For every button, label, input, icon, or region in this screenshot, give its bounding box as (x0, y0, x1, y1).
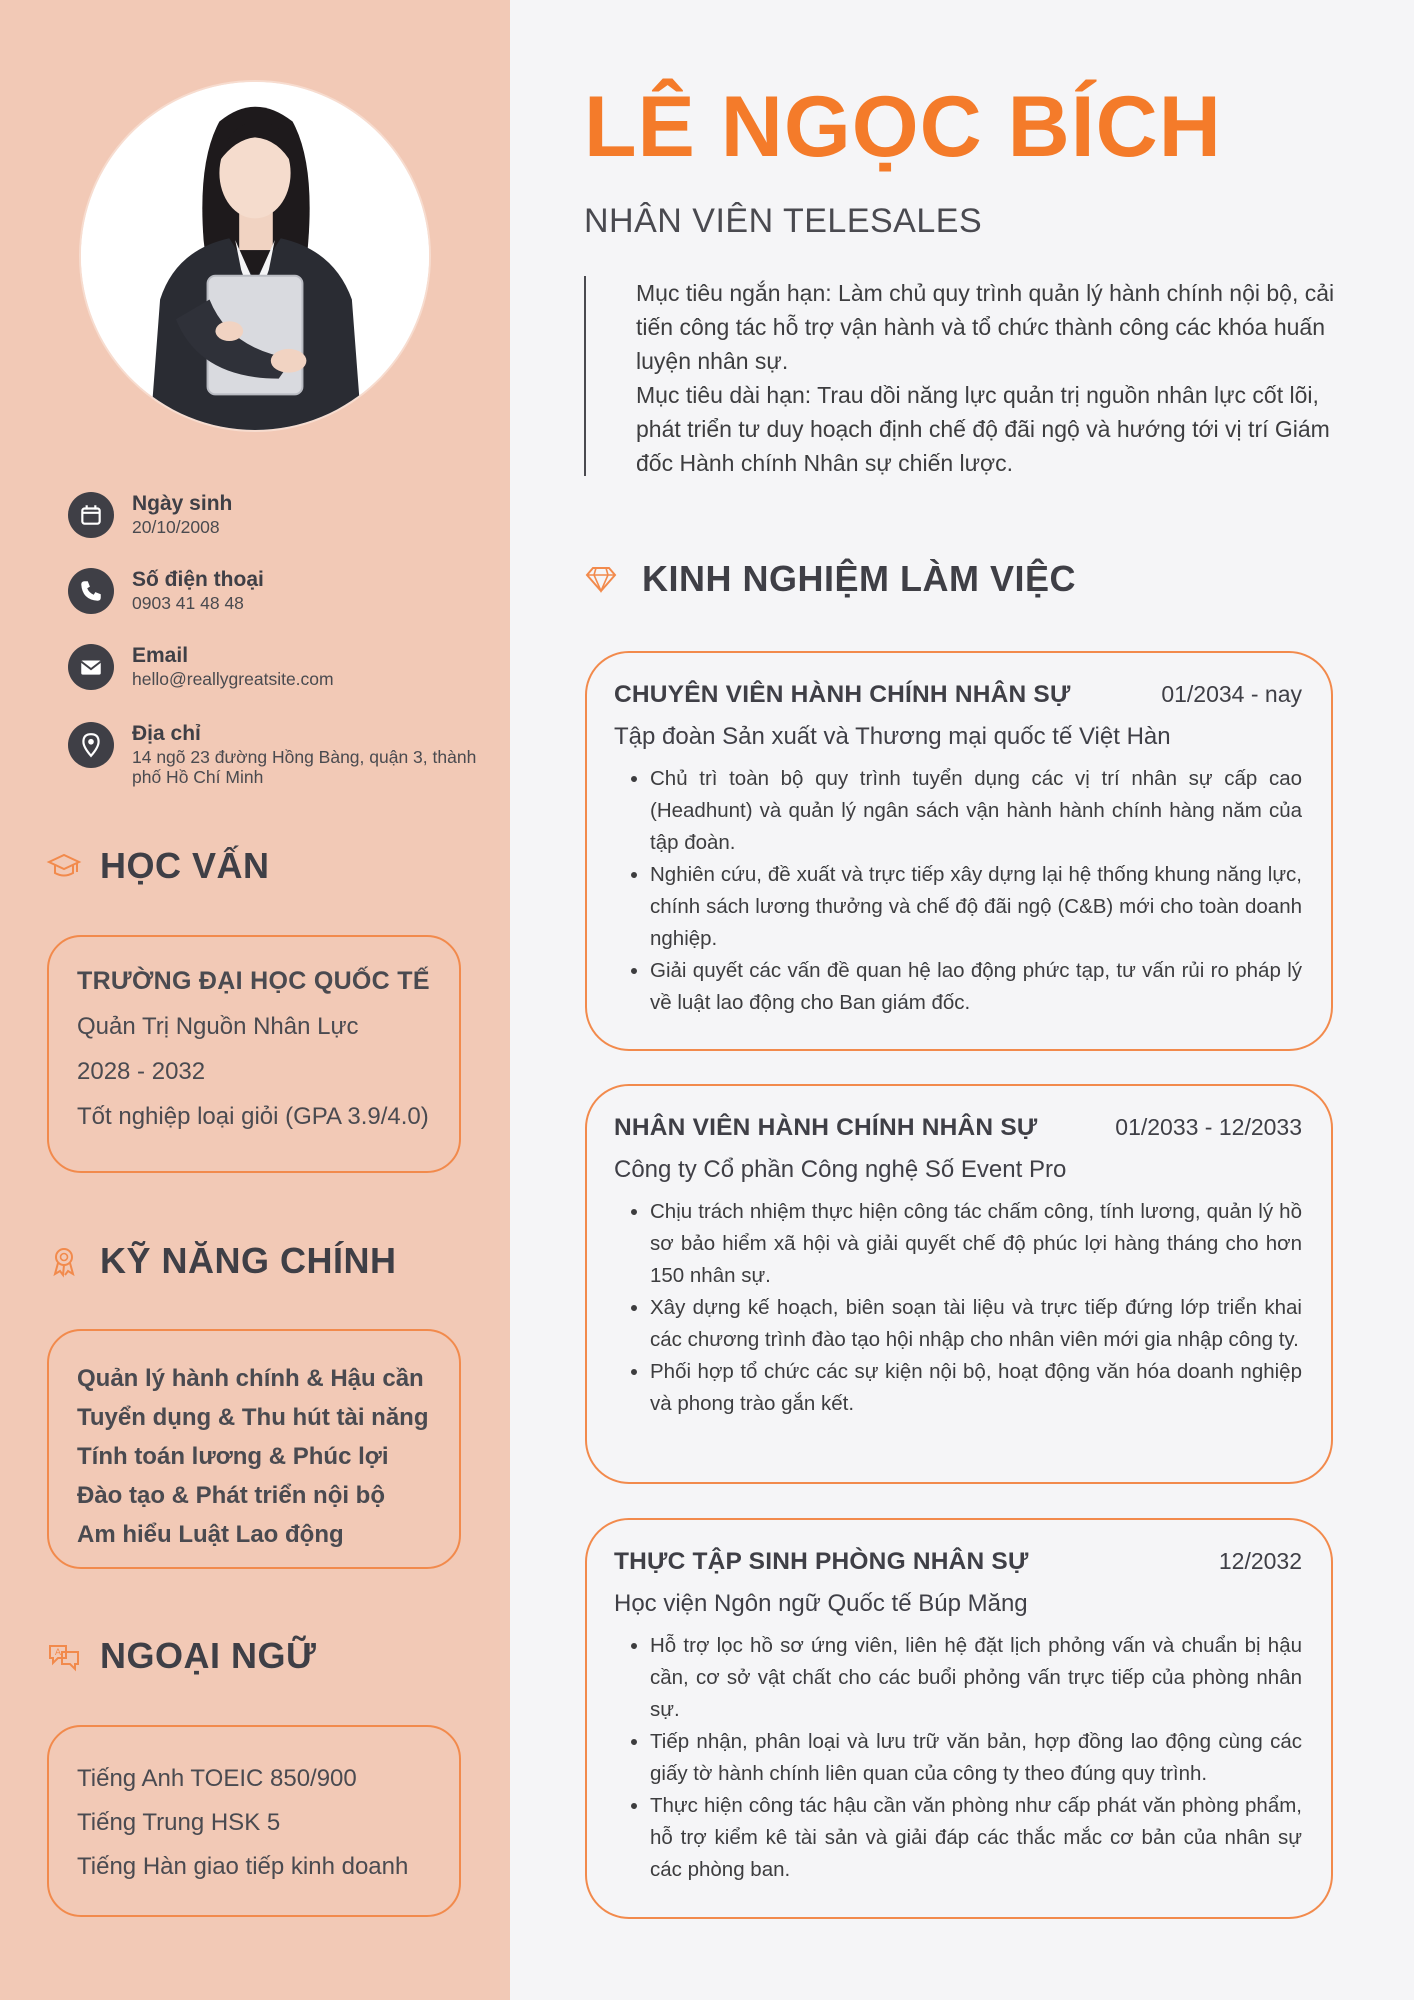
job-company: Tập đoàn Sản xuất và Thương mại quốc tế Việt Hàn (614, 723, 1171, 750)
svg-text:A: A (54, 1648, 62, 1658)
contact-phone (68, 568, 488, 620)
responsibility-item: • Hỗ trợ lọc hồ sơ ứng viên, liên hệ đặt lịch phỏng vấn và chuẩn bị hậu cần, cơ sở vật chất cho các buổi phỏng vấn trực tiếp của phòng nhân sự. (650, 1630, 1302, 1726)
language-item: Tiếng Trung HSK 5 (77, 1809, 281, 1836)
job-responsibilities (614, 1630, 1302, 1886)
phone-value: 0903 41 48 48 (132, 593, 244, 613)
translate-icon (46, 1638, 82, 1674)
job-role: CHUYÊN VIÊN HÀNH CHÍNH NHÂN SỰ (614, 681, 1071, 708)
languages-card (47, 1725, 461, 1917)
skills-card (47, 1329, 461, 1569)
responsibility-item: • Phối hợp tổ chức các sự kiện nội bộ, hoạt động văn hóa doanh nghiệp và phong trào gắn kết. (650, 1356, 1302, 1420)
career-objective (584, 276, 1336, 476)
calendar-icon (68, 492, 114, 538)
experience-card (585, 1518, 1333, 1919)
responsibility-item: • Chủ trì toàn bộ quy trình tuyển dụng các vị trí nhân sự cấp cao (Headhunt) và quản lý ngân sách vận hành hành chính hàng năm của tập đoàn. (650, 763, 1302, 859)
job-role: NHÂN VIÊN HÀNH CHÍNH NHÂN SỰ (614, 1114, 1038, 1141)
job-role: THỰC TẬP SINH PHÒNG NHÂN SỰ (614, 1548, 1029, 1575)
education-result: Tốt nghiệp loại giỏi (GPA 3.9/4.0) (77, 1103, 429, 1130)
location-pin-icon (68, 722, 114, 768)
experience-card (585, 651, 1333, 1051)
skill-item: Am hiểu Luật Lao động (77, 1521, 344, 1548)
contact-birthdate (68, 492, 488, 544)
languages-heading-text: NGOẠI NGỮ (100, 1635, 317, 1676)
responsibility-item: • Chịu trách nhiệm thực hiện công tác chấm công, tính lương, quản lý hồ sơ bảo hiểm xã hội và giải quyết chế độ phúc lợi hàng tháng cho hơn 150 nhân sự. (650, 1196, 1302, 1292)
job-title: NHÂN VIÊN TELESALES (584, 202, 983, 240)
education-major: Quản Trị Nguồn Nhân Lực (77, 1013, 359, 1040)
birth-value: 20/10/2008 (132, 517, 220, 537)
languages-heading (46, 1633, 316, 1679)
skills-heading-text: KỸ NĂNG CHÍNH (100, 1240, 397, 1281)
experience-card (585, 1084, 1333, 1484)
experience-heading-text: KINH NGHIỆM LÀM VIỆC (642, 558, 1077, 599)
job-date: 01/2034 - nay (1161, 681, 1302, 707)
candidate-name: LÊ NGỌC BÍCH (584, 79, 1222, 175)
experience-heading (584, 556, 1076, 602)
objective-short-term: Mục tiêu ngắn hạn: Làm chủ quy trình quản lý hành chính nội bộ, cải tiến công tác hỗ trợ vận hành và tổ chức thành công các khóa huấn luyện nhân sự. (636, 280, 1335, 374)
phone-label: Số điện thoại (132, 568, 264, 591)
job-date: 01/2033 - 12/2033 (1115, 1114, 1302, 1140)
responsibility-item: • Tiếp nhận, phân loại và lưu trữ văn bản, hợp đồng lao động cùng các giấy tờ hành chính liên quan của công ty theo đúng quy trình. (650, 1726, 1302, 1790)
address-label: Địa chỉ (132, 722, 201, 745)
portrait-illustration (81, 82, 429, 430)
email-value: hello@reallygreatsite.com (132, 669, 334, 689)
education-years: 2028 - 2032 (77, 1058, 206, 1085)
diamond-icon (584, 562, 618, 596)
school-name: TRƯỜNG ĐẠI HỌC QUỐC TẾ (77, 967, 430, 995)
education-heading-text: HỌC VẤN (100, 845, 270, 886)
contact-email (68, 644, 488, 696)
responsibility-item: • Nghiên cứu, đề xuất và trực tiếp xây dựng lại hệ thống khung năng lực, chính sách lương thưởng và chế độ đãi ngộ (C&B) mới cho toàn doanh nghiệp. (650, 859, 1302, 955)
skill-item: Tuyển dụng & Thu hút tài năng (77, 1404, 429, 1431)
skill-item: Quản lý hành chính & Hậu cần (77, 1365, 424, 1392)
graduation-cap-icon (46, 848, 82, 884)
objective-long-term: Mục tiêu dài hạn: Trau dồi năng lực quản trị nguồn nhân lực cốt lõi, phát triển tư duy hoạch định chế độ đãi ngộ và hướng tới vị trí Giám đốc Hành chính Nhân sự chiến lược. (636, 382, 1330, 476)
email-label: Email (132, 644, 189, 667)
responsibility-item: • Giải quyết các vấn đề quan hệ lao động phức tạp, tư vấn rủi ro pháp lý về luật lao động cho Ban giám đốc. (650, 955, 1302, 1019)
phone-icon (68, 568, 114, 614)
job-company: Công ty Cổ phần Công nghệ Số Event Pro (614, 1156, 1067, 1183)
profile-photo (79, 80, 431, 432)
skill-item: Đào tạo & Phát triển nội bộ (77, 1482, 386, 1509)
contact-address (68, 722, 488, 792)
award-icon (46, 1243, 82, 1279)
education-heading (46, 843, 270, 889)
skills-heading (46, 1238, 397, 1284)
job-responsibilities (614, 1196, 1302, 1420)
language-item: Tiếng Anh TOEIC 850/900 (77, 1765, 357, 1792)
job-date: 12/2032 (1218, 1548, 1302, 1574)
job-responsibilities (614, 763, 1302, 1019)
responsibility-item: • Xây dựng kế hoạch, biên soạn tài liệu và trực tiếp đứng lớp triển khai các chương trình đào tạo hội nhập cho nhân viên mới gia nhập công ty. (650, 1292, 1302, 1356)
responsibility-item: • Thực hiện công tác hậu cần văn phòng như cấp phát văn phòng phẩm, hỗ trợ kiểm kê tài sản và giải đáp các thắc mắc cơ bản của nhân sự các phòng ban. (650, 1790, 1302, 1886)
address-value: 14 ngõ 23 đường Hồng Bàng, quận 3, thành phố Hồ Chí Minh (132, 747, 477, 787)
envelope-icon (68, 644, 114, 690)
skill-item: Tính toán lương & Phúc lợi (77, 1443, 389, 1470)
language-item: Tiếng Hàn giao tiếp kinh doanh (77, 1853, 409, 1880)
job-company: Học viện Ngôn ngữ Quốc tế Búp Măng (614, 1590, 1028, 1617)
education-card (47, 935, 461, 1173)
birth-label: Ngày sinh (132, 492, 233, 515)
